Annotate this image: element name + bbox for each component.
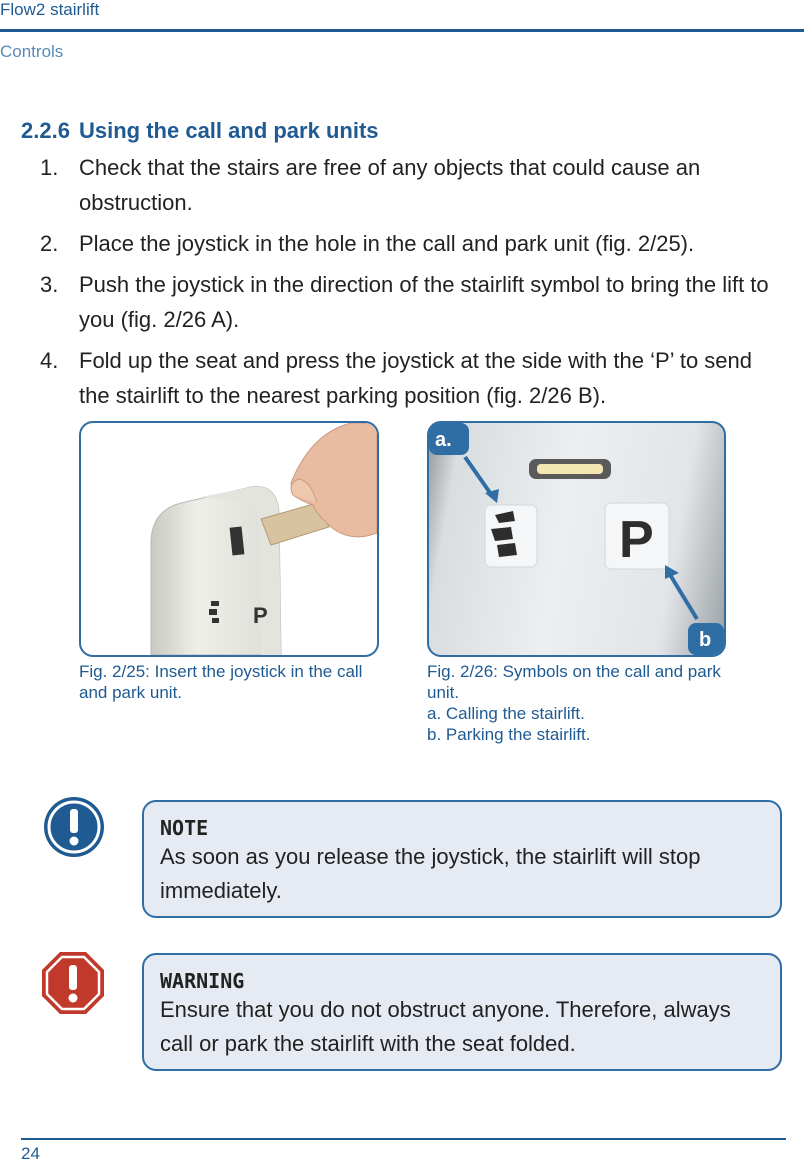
section-heading: [21, 118, 379, 144]
list-item: [40, 150, 780, 220]
step-text: Place the joystick in the hole in the call and park unit (fig. 2/25).: [79, 231, 695, 256]
badge-b-label: b: [699, 629, 712, 651]
figure-call-park-unit: [79, 421, 379, 657]
step-number: 2.: [40, 231, 59, 256]
step-text: Check that the stairs are free of any objects that could cause an obstruction.: [79, 155, 701, 215]
list-item: [40, 226, 780, 261]
call-park-unit-illustration: [81, 423, 377, 655]
park-symbol-icon: [605, 503, 669, 569]
header-title: Flow2 stairlift: [0, 0, 100, 19]
step-list: [40, 150, 780, 419]
caption-2-line-b: b. Parking the stairlift.: [427, 725, 591, 744]
symbols-illustration: [429, 423, 724, 655]
figure-caption-2: [427, 661, 737, 745]
figure-symbols: [427, 421, 726, 657]
list-item: [40, 343, 780, 413]
step-text: Push the joystick in the direction of the stairlift symbol to bring the lift to you (fig. 2/26 A).: [79, 272, 769, 332]
figure-caption-1: Fig. 2/25: Insert the joystick in the call and park unit.: [79, 662, 363, 702]
warning-icon: [40, 950, 106, 1016]
park-letter: P: [619, 511, 654, 569]
note-text: As soon as you release the joystick, the stairlift will stop immediately.: [160, 844, 701, 903]
warning-title: WARNING: [160, 969, 245, 993]
header-rule: [0, 29, 804, 32]
warning-box: [142, 953, 782, 1071]
step-number: 1.: [40, 155, 59, 180]
caption-2-title: Fig. 2/26: Symbols on the call and park unit.: [427, 662, 721, 702]
section-number: 2.2.6: [21, 118, 70, 143]
park-symbol: P: [253, 603, 268, 628]
step-text: Fold up the seat and press the joystick at the side with the ‘P’ to send the stairlift to the nearest parking position (fig. 2/26 B).: [79, 348, 753, 408]
badge-b: [688, 623, 724, 655]
caption-2-line-a: a. Calling the stairlift.: [427, 704, 585, 723]
note-box: [142, 800, 782, 918]
note-title: NOTE: [160, 816, 209, 840]
footer-rule: [21, 1138, 786, 1140]
list-item: [40, 267, 780, 337]
header-subtitle: Controls: [0, 42, 64, 61]
note-icon: [42, 795, 106, 859]
step-number: 3.: [40, 272, 59, 297]
badge-a-label: a.: [435, 429, 452, 451]
step-number: 4.: [40, 348, 59, 373]
stairlift-symbol-icon: [485, 505, 537, 567]
badge-a: [429, 423, 469, 455]
section-title: Using the call and park units: [79, 118, 379, 143]
warning-text: Ensure that you do not obstruct anyone. Therefore, always call or park the stairlift with the seat folded.: [160, 997, 731, 1056]
page-number: 24: [21, 1144, 40, 1163]
